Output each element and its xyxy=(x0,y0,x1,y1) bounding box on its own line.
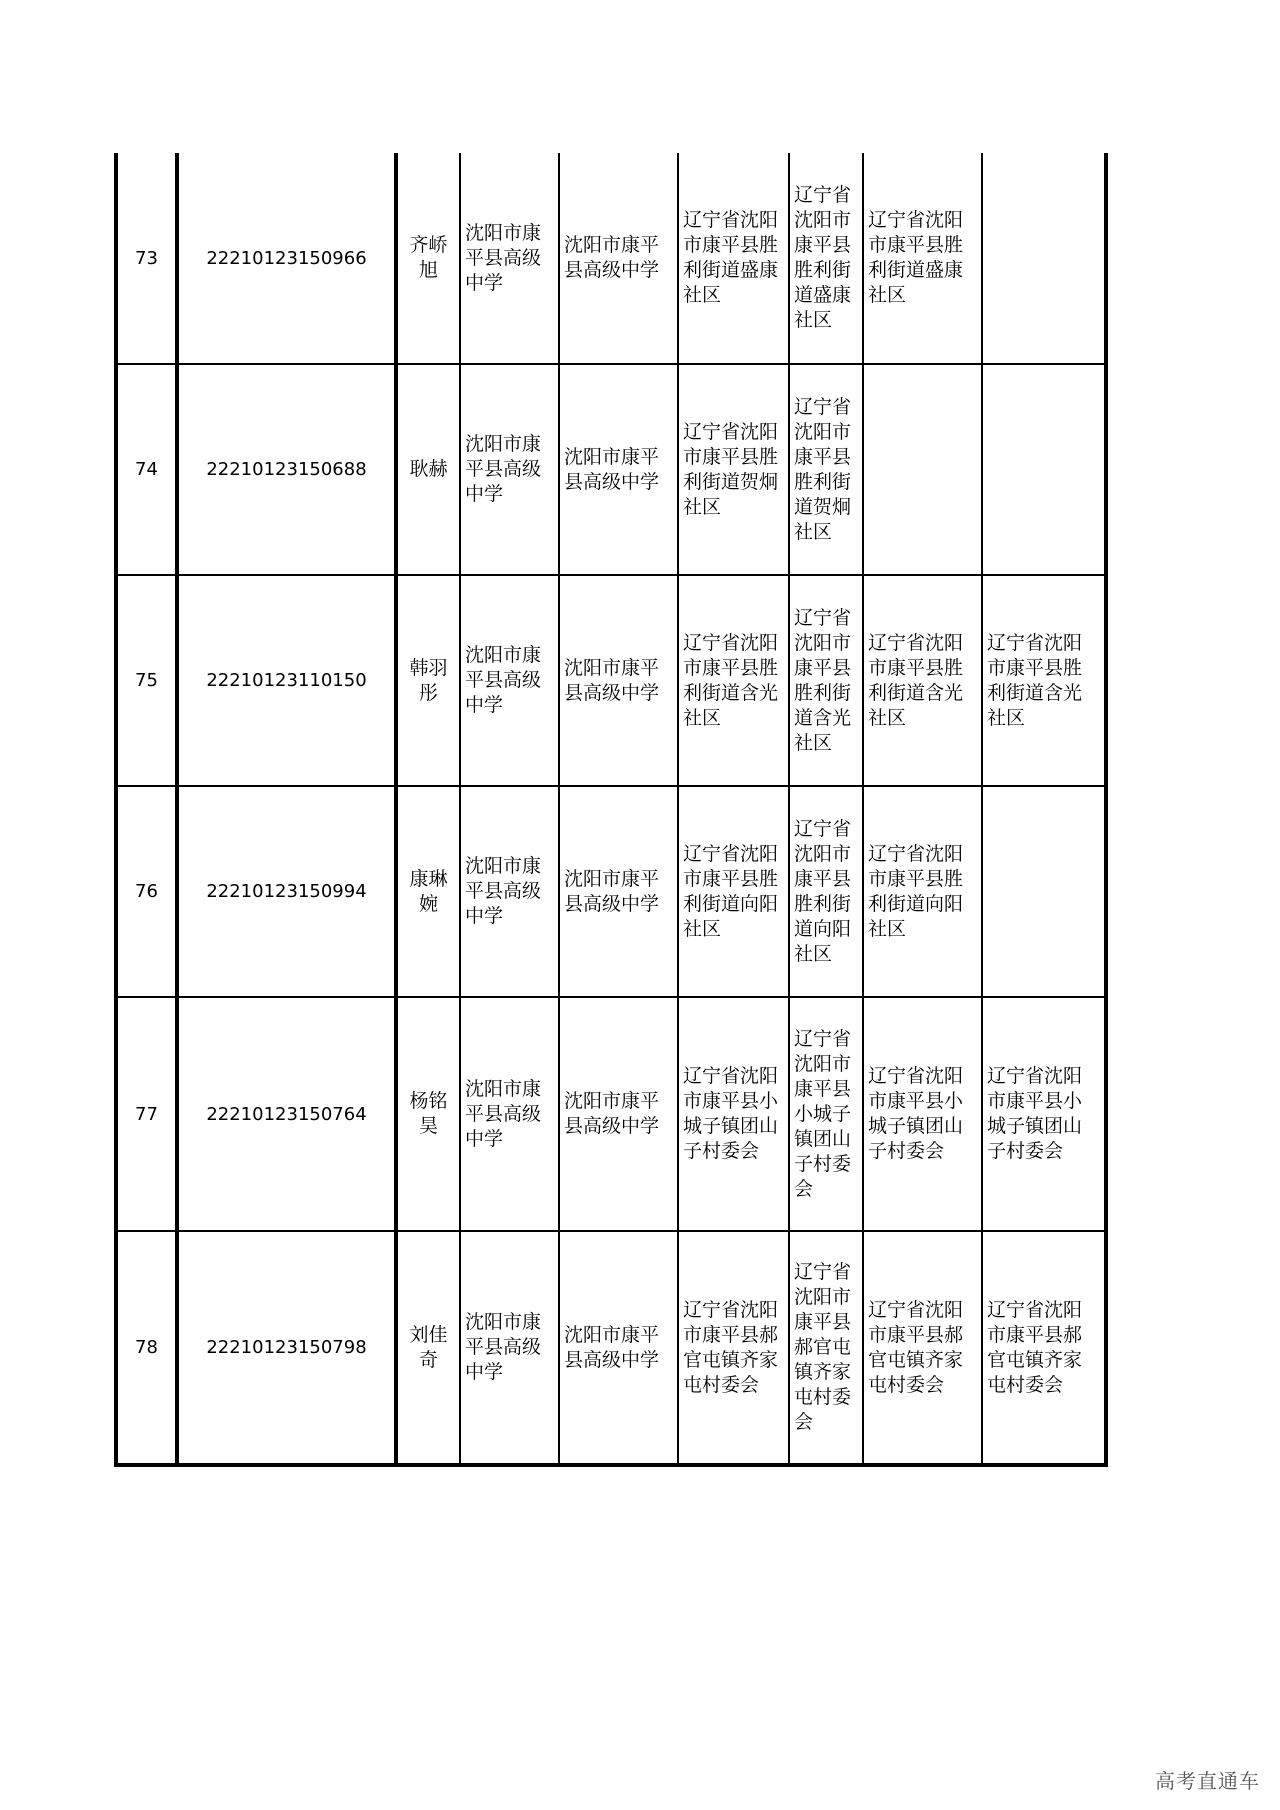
address-2: 辽宁省沈阳市康平县郝官屯镇齐家屯村委会 xyxy=(789,1231,863,1465)
student-name: 杨铭昊 xyxy=(396,997,460,1231)
address-1: 辽宁省沈阳市康平县胜利街道含光社区 xyxy=(678,575,789,786)
address-2: 辽宁省沈阳市康平县小城子镇团山子村委会 xyxy=(789,997,863,1231)
candidate-table xyxy=(114,153,1108,1467)
row-number: 76 xyxy=(116,786,177,997)
school: 沈阳市康平县高级中学 xyxy=(460,997,559,1231)
student-name: 刘佳奇 xyxy=(396,1231,460,1465)
student-name: 齐峤旭 xyxy=(396,153,460,364)
school: 沈阳市康平县高级中学 xyxy=(460,364,559,575)
address-3: 辽宁省沈阳市康平县胜利街道含光社区 xyxy=(863,575,982,786)
address-4 xyxy=(982,364,1106,575)
table-row xyxy=(116,786,1106,997)
school: 沈阳市康平县高级中学 xyxy=(460,1231,559,1465)
address-3: 辽宁省沈阳市康平县胜利街道向阳社区 xyxy=(863,786,982,997)
table-row xyxy=(116,575,1106,786)
row-number: 73 xyxy=(116,153,177,364)
school: 沈阳市康平县高级中学 xyxy=(460,786,559,997)
table-row xyxy=(116,1231,1106,1465)
address-4 xyxy=(982,786,1106,997)
school-2: 沈阳市康平县高级中学 xyxy=(559,364,678,575)
address-4: 辽宁省沈阳市康平县郝官屯镇齐家屯村委会 xyxy=(982,1231,1106,1465)
exam-id: 22210123150994 xyxy=(177,786,396,997)
school-2: 沈阳市康平县高级中学 xyxy=(559,1231,678,1465)
row-number: 74 xyxy=(116,364,177,575)
address-3 xyxy=(863,364,982,575)
address-1: 辽宁省沈阳市康平县胜利街道盛康社区 xyxy=(678,153,789,364)
row-number: 78 xyxy=(116,1231,177,1465)
student-name: 康琳婉 xyxy=(396,786,460,997)
address-4 xyxy=(982,153,1106,364)
exam-id: 22210123150764 xyxy=(177,997,396,1231)
address-3: 辽宁省沈阳市康平县小城子镇团山子村委会 xyxy=(863,997,982,1231)
address-1: 辽宁省沈阳市康平县胜利街道贺炯社区 xyxy=(678,364,789,575)
school-2: 沈阳市康平县高级中学 xyxy=(559,997,678,1231)
student-name: 韩羽彤 xyxy=(396,575,460,786)
school: 沈阳市康平县高级中学 xyxy=(460,575,559,786)
exam-id: 22210123150966 xyxy=(177,153,396,364)
address-2: 辽宁省沈阳市康平县胜利街道向阳社区 xyxy=(789,786,863,997)
exam-id: 22210123150798 xyxy=(177,1231,396,1465)
table-row xyxy=(116,364,1106,575)
exam-id: 22210123150688 xyxy=(177,364,396,575)
address-3: 辽宁省沈阳市康平县胜利街道盛康社区 xyxy=(863,153,982,364)
school-2: 沈阳市康平县高级中学 xyxy=(559,575,678,786)
exam-id: 22210123110150 xyxy=(177,575,396,786)
address-4: 辽宁省沈阳市康平县胜利街道含光社区 xyxy=(982,575,1106,786)
row-number: 75 xyxy=(116,575,177,786)
school-2: 沈阳市康平县高级中学 xyxy=(559,786,678,997)
address-3: 辽宁省沈阳市康平县郝官屯镇齐家屯村委会 xyxy=(863,1231,982,1465)
school-2: 沈阳市康平县高级中学 xyxy=(559,153,678,364)
table-row xyxy=(116,153,1106,364)
address-2: 辽宁省沈阳市康平县胜利街道贺炯社区 xyxy=(789,364,863,575)
address-2: 辽宁省沈阳市康平县胜利街道含光社区 xyxy=(789,575,863,786)
table-row xyxy=(116,997,1106,1231)
address-1: 辽宁省沈阳市康平县胜利街道向阳社区 xyxy=(678,786,789,997)
school: 沈阳市康平县高级中学 xyxy=(460,153,559,364)
address-4: 辽宁省沈阳市康平县小城子镇团山子村委会 xyxy=(982,997,1106,1231)
row-number: 77 xyxy=(116,997,177,1231)
address-2: 辽宁省沈阳市康平县胜利街道盛康社区 xyxy=(789,153,863,364)
address-1: 辽宁省沈阳市康平县郝官屯镇齐家屯村委会 xyxy=(678,1231,789,1465)
student-name: 耿赫 xyxy=(396,364,460,575)
watermark-text: 高考直通车 xyxy=(1155,1769,1260,1793)
address-1: 辽宁省沈阳市康平县小城子镇团山子村委会 xyxy=(678,997,789,1231)
